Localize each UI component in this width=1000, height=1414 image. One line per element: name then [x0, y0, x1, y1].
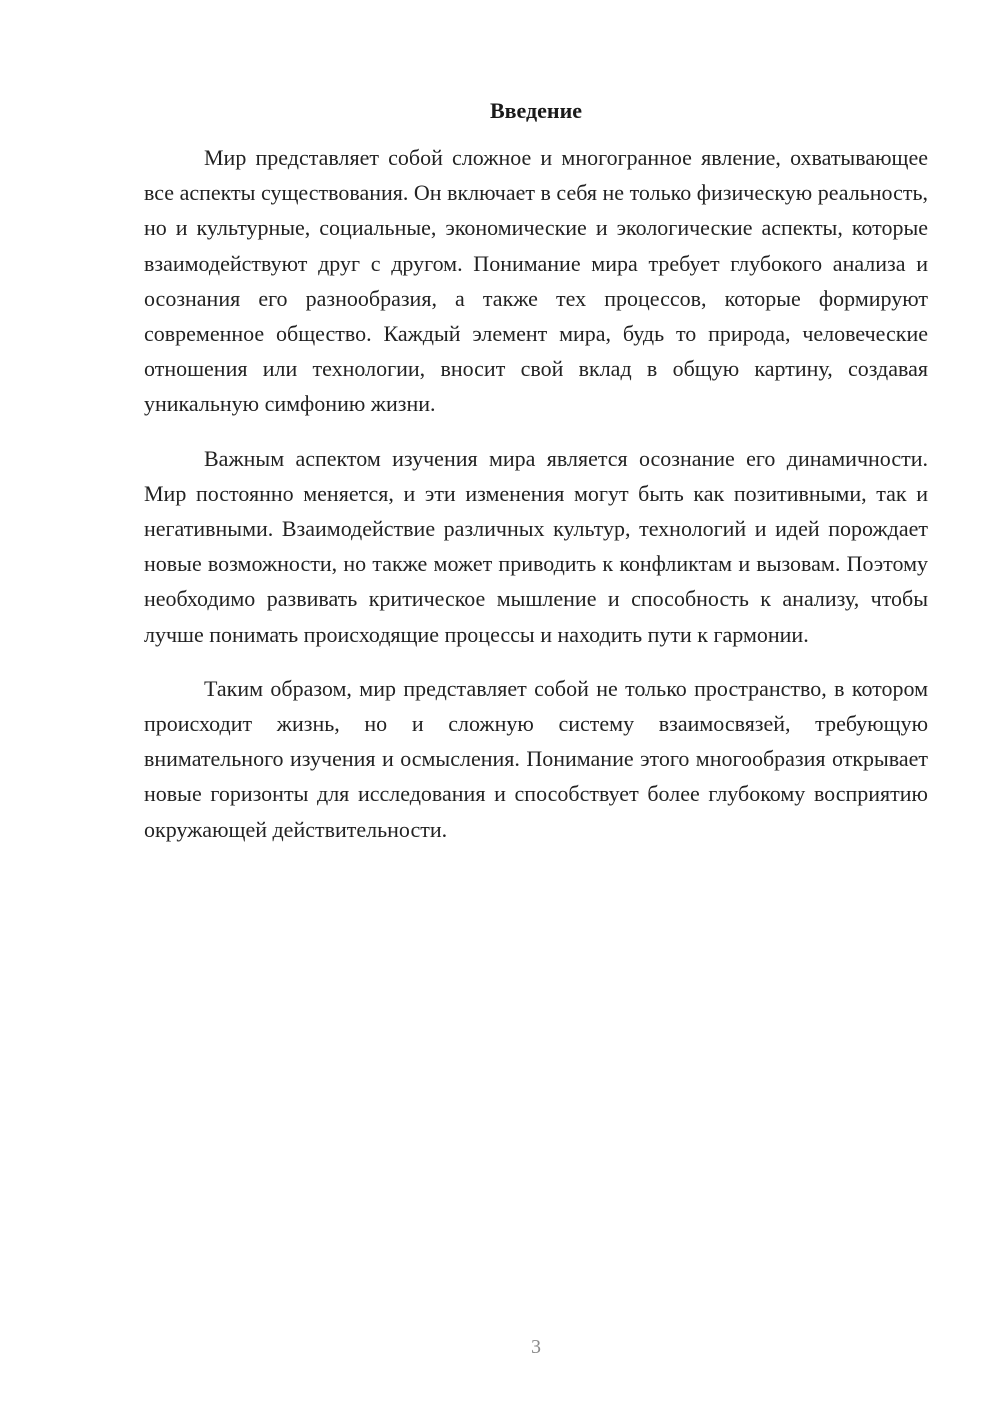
paragraph-1: Мир представляет собой сложное и многогранное явление, охватывающее все аспекты существования. Он включает в себя не только физическую реальность, но и культурные, социальные, экономические и экологические аспекты, которые взаимодействуют друг с другом. Понимание мира требует глубокого анализа и осознания его разнообразия, а также тех процессов, которые формируют современное общество. Каждый элемент мира, будь то природа, человеческие отношения или технологии, вносит свой вклад в общую картину, создавая уникальную симфонию жизни. — [144, 145, 928, 417]
page-number: 3 — [531, 1336, 541, 1358]
page-content — [144, 96, 928, 866]
section-title: Введение — [489, 98, 583, 123]
paragraph-2: Важным аспектом изучения мира является осознание его динамичности. Мир постоянно меняется, и эти изменения могут быть как позитивными, так и негативными. Взаимодействие различных культур, технологий и идей порождает новые возможности, но также может приводить к конфликтам и вызовам. Поэтому необходимо развивать критическое мышление и способность к анализу, чтобы лучше понимать происходящие процессы и находить пути к гармонии. — [144, 445, 928, 647]
paragraph-3: Таким образом, мир представляет собой не только пространство, в котором происходит жизнь, но и сложную систему взаимосвязей, требующую внимательного изучения и осмысления. Понимание этого многообразия открывает новые горизонты для исследования и способствует более глубокому восприятию окружающей действительности. — [144, 675, 928, 842]
